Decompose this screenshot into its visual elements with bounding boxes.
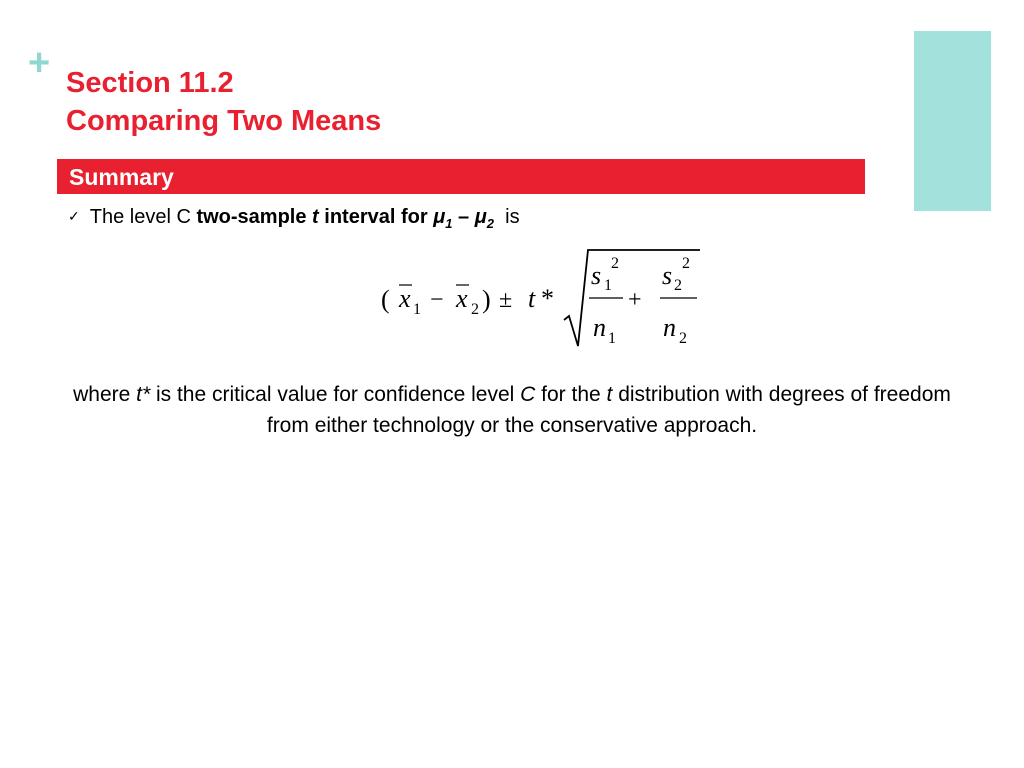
explanation-text xyxy=(72,379,952,441)
plus-icon: + xyxy=(28,42,51,84)
summary-banner xyxy=(57,159,865,194)
bullet-text-pre: The level C xyxy=(89,206,197,228)
formula-s2-sup: 2 xyxy=(682,255,690,272)
summary-label: Summary xyxy=(69,164,174,190)
formula-s1-sup: 2 xyxy=(611,255,619,272)
formula-confidence-interval xyxy=(375,246,705,352)
formula-x2: x xyxy=(456,284,468,313)
slide-title xyxy=(66,64,381,140)
decorative-teal-block xyxy=(914,31,991,211)
where-C: C xyxy=(520,383,536,406)
formula-s2-sub: 2 xyxy=(674,277,682,294)
where-text-1: where xyxy=(73,383,137,406)
formula-minus: − xyxy=(430,287,444,313)
checkmark-icon: ✓ xyxy=(68,208,80,224)
formula-n2: n xyxy=(663,313,676,342)
formula-n1: n xyxy=(593,313,606,342)
bullet-mu-1: μ xyxy=(433,206,446,228)
formula-s1: s xyxy=(591,261,602,290)
bullet-item xyxy=(68,203,520,238)
where-text-2: is the critical value for confidence level xyxy=(150,383,521,406)
bullet-mu-2: μ xyxy=(474,206,487,228)
formula-plusminus: ± xyxy=(499,287,513,313)
bullet-dash: – xyxy=(452,206,475,228)
formula-n1-sub: 1 xyxy=(608,330,616,347)
bullet-bold-2: interval for xyxy=(318,206,434,228)
title-line-section: Section 11.2 xyxy=(66,67,234,99)
formula-plus: + xyxy=(628,287,642,313)
where-t: t xyxy=(606,383,613,406)
formula-star: * xyxy=(541,284,554,313)
where-tstar: t* xyxy=(136,383,151,406)
bullet-bold-1: two-sample xyxy=(196,206,313,228)
bullet-sub-1: 1 xyxy=(445,216,453,231)
where-text-3: for the xyxy=(535,383,607,406)
formula-t: t xyxy=(528,284,536,313)
formula-n2-sub: 2 xyxy=(679,330,687,347)
formula-s1-sub: 1 xyxy=(604,277,612,294)
bullet-bold-t: t xyxy=(312,206,319,228)
formula-close-paren: ) xyxy=(482,285,491,314)
formula-x2-sub: 2 xyxy=(471,301,479,318)
formula-x1: x xyxy=(399,284,411,313)
title-line-topic: Comparing Two Means xyxy=(66,105,382,137)
formula-open-paren: ( xyxy=(381,285,390,314)
where-text-4: distribution with degrees of freedom from either technology or the conservative approach. xyxy=(266,383,951,437)
formula-x1-sub: 1 xyxy=(413,301,421,318)
bullet-sub-2: 2 xyxy=(486,216,495,231)
formula-s2: s xyxy=(662,261,673,290)
bullet-text-post: is xyxy=(494,206,520,228)
